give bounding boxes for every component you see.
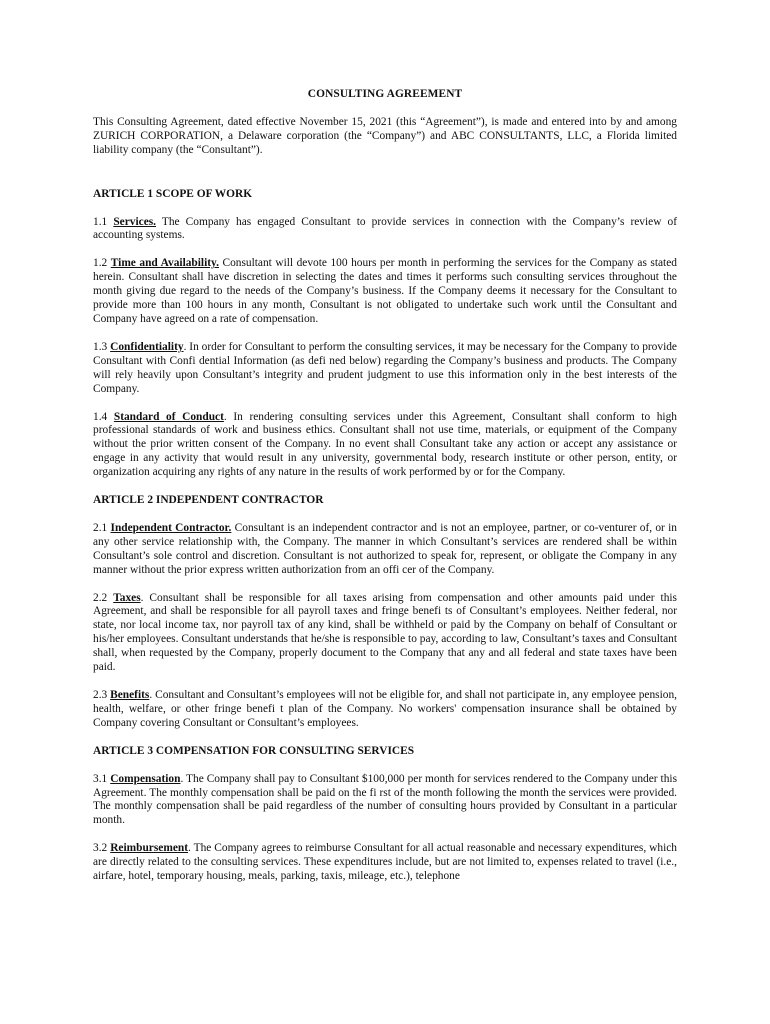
section-2-3 bbox=[93, 689, 677, 731]
article-3-heading: ARTICLE 3 COMPENSATION FOR CONSULTING SERVICES bbox=[93, 744, 415, 757]
intro-paragraph: This Consulting Agreement, dated effective November 15, 2021 (this “Agreement”), is made and entered into by and among ZURICH CORPORATION, a Delaware corporation (the “Company”) and ABC CONSULTANTS, LLC, a Florida limited liability company (the “Consultant”). bbox=[93, 115, 677, 156]
section-text: . Consultant and Consultant’s employees will not be eligible for, and shall not participate in, any employee pension, health, welfare, or other fringe benefi t plan of the Company. No workers' compensation insurance shall be obtained by Company covering Consultant or Consultant’s employees. bbox=[93, 689, 677, 729]
section-number: 2.3 bbox=[93, 689, 108, 701]
section-label: Benefits bbox=[110, 689, 150, 701]
section-label: Reimbursement bbox=[110, 842, 189, 855]
section-3-2 bbox=[93, 842, 677, 884]
section-1-4 bbox=[93, 411, 677, 481]
article-2-heading: ARTICLE 2 INDEPENDENT CONTRACTOR bbox=[93, 494, 324, 507]
section-number: 1.2 bbox=[93, 257, 108, 270]
section-number: 3.1 bbox=[93, 772, 108, 785]
section-label: Compensation bbox=[110, 772, 181, 785]
section-text: . In order for Consultant to perform the consulting services, it may be necessary for the Company to provide Consultant with Confi dential Information (as defi ned below) regarding the Company’s business and products. The Company will rely heavily upon Consultant’s integrity and prudent judgment to use this information only in the best interests of the Company. bbox=[93, 340, 677, 395]
section-label: Taxes bbox=[113, 591, 141, 604]
section-number: 2.2 bbox=[93, 591, 108, 604]
section-label: Standard of Conduct bbox=[113, 410, 224, 423]
section-number: 2.1 bbox=[93, 521, 108, 534]
section-number: 1.1 bbox=[93, 215, 108, 228]
section-1-2 bbox=[93, 257, 677, 327]
section-text: Consultant is an independent contractor and is not an employee, partner, or co-venturer of, or in any other service relationship with, the Company. The manner in which Consultant’s services are rendered shall be within Consultant’s sole control and discretion. Consultant is not authorized to speak for, represent, or obligate the Company in any manner without the prior express written authorization from an offi cer of the Company. bbox=[93, 521, 677, 576]
section-1-3 bbox=[93, 341, 677, 397]
section-text: . The Company shall pay to Consultant $100,000 per month for services rendered to the Company under this Agreement. The monthly compensation shall be paid on the fi rst of the month following the month the services were provided. The monthly compensation shall be paid regardless of the number of consulting hours provided by Consultant in a particular month. bbox=[93, 772, 677, 827]
section-text: Consultant will devote 100 hours per month in performing the services for the Company as stated herein. Consultant shall have discretion in selecting the dates and times it performs such consulting services throughout the month giving due regard to the needs of the Company’s business. If the Company deems it necessary for the Consultant to provide more than 100 hours in any month, Consultant is not obligated to undertake such work until the Consultant and Company have agreed on a rate of compensation. bbox=[93, 257, 677, 325]
section-1-1 bbox=[93, 216, 677, 244]
document-title: CONSULTING AGREEMENT bbox=[307, 88, 463, 100]
section-3-1 bbox=[93, 773, 677, 829]
section-2-1 bbox=[93, 522, 677, 578]
document-body bbox=[93, 88, 677, 898]
section-label: Time and Availability. bbox=[110, 257, 219, 270]
section-text: . The Company agrees to reimburse Consultant for all actual reasonable and necessary expenditures, which are directly related to the consulting services. These expenditures include, but are not limited to, expenses related to travel (i.e., airfare, hotel, temporary housing, meals, parking, taxis, mileage, etc.), telephone bbox=[93, 842, 677, 883]
section-text: . In rendering consulting services under this Agreement, Consultant shall conform to high professional standards of work and business ethics. Consultant shall not use time, materials, or equipment of the Company without the prior written consent of the Company. In no event shall Consultant take any action or accept any assistance or engage in any activity that would result in any university, governmental body, research institute or other person, entity, or organization acquiring any rights of any nature in the results of work performed by or for the Company. bbox=[93, 410, 677, 479]
section-text: . Consultant shall be responsible for all taxes arising from compensation and other amounts paid under this Agreement, and shall be responsible for all payroll taxes and fringe benefi ts of Consultant’s employees. Neither federal, nor state, nor local income tax, nor payroll tax of any kind, shall be withheld or paid by the Company on behalf of Consultant or his/her employees. Consultant understands that he/she is responsible to pay, according to law, Consultant’s taxes and Consultant shall, when requested by the Company, properly document to the Company that any and all federal and state taxes have been paid. bbox=[93, 591, 677, 674]
section-number: 1.4 bbox=[93, 410, 108, 423]
section-text: The Company has engaged Consultant to provide services in connection with the Company’s review of accounting systems. bbox=[93, 215, 677, 242]
section-2-2 bbox=[93, 592, 677, 675]
section-label: Independent Contractor. bbox=[110, 521, 232, 534]
article-1-heading: ARTICLE 1 SCOPE OF WORK bbox=[93, 187, 253, 200]
section-label: Services. bbox=[113, 215, 157, 228]
section-label: Confidentiality bbox=[110, 340, 184, 353]
section-number: 3.2 bbox=[93, 842, 108, 855]
section-number: 1.3 bbox=[93, 340, 108, 353]
